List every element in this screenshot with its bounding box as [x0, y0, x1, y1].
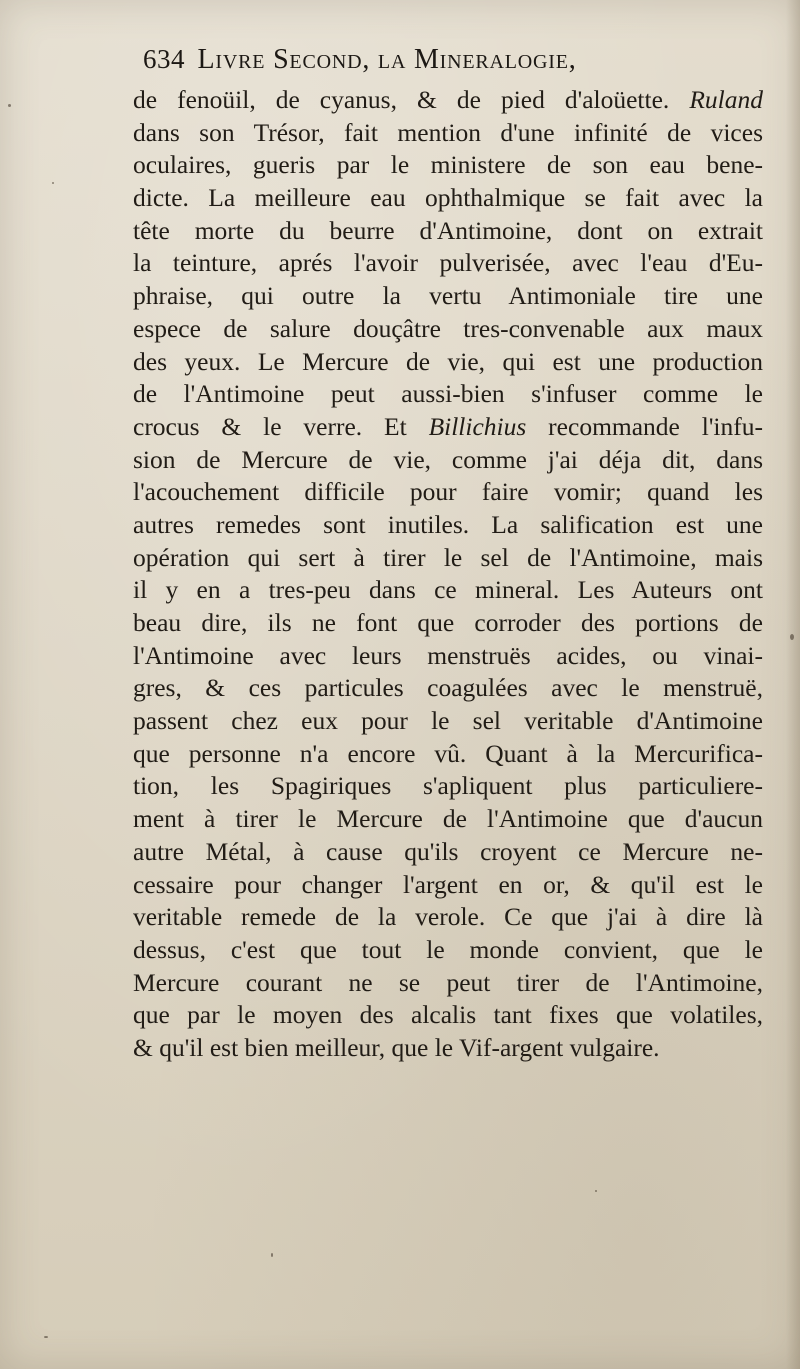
line-text: des yeux. Le Mercure de vie, qui est une production	[133, 346, 763, 376]
text-line	[133, 149, 763, 182]
line-text: oculaires, gueris par le ministere de son eau bene-	[133, 150, 763, 180]
text-line	[133, 803, 763, 836]
line-text: beau dire, ils ne font que corroder des portions de	[133, 608, 763, 637]
page-number: 634	[143, 44, 185, 74]
line-text: sion de Mercure de vie, comme j'ai déja dit, dans	[133, 444, 763, 474]
text-line	[133, 215, 763, 248]
text-line	[133, 411, 763, 444]
line-text: il y en a tres-peu dans ce mineral. Les Auteurs ont	[133, 575, 763, 605]
text-line	[133, 378, 763, 411]
line-text: cessaire pour changer l'argent en or, & qu'il est le	[133, 869, 763, 899]
text-line	[133, 280, 763, 313]
line-text: passent chez eux pour le sel veritable d'Antimoine	[133, 706, 763, 736]
line-text: veritable remede de la verole. Ce que j'ai à dire là	[133, 902, 763, 932]
text-line	[133, 476, 763, 509]
text-line	[133, 1032, 763, 1065]
line-text: que personne n'a encore vû. Quant à la Mercurifica-	[133, 738, 763, 768]
text-line	[133, 738, 763, 771]
text-line	[133, 117, 763, 150]
text-line	[133, 869, 763, 902]
text-line	[133, 934, 763, 967]
line-text: crocus & le verre. Et	[133, 411, 429, 441]
line-text: phraise, qui outre la vertu Antimoniale tire une	[133, 281, 763, 311]
text-line	[133, 313, 763, 346]
text-line	[133, 705, 763, 738]
text-line	[133, 247, 763, 280]
text-line	[133, 509, 763, 542]
paper-speck	[52, 182, 54, 184]
line-text: espece de salure douçâtre tres-convenable aux maux	[133, 313, 763, 343]
line-text: tion, les Spagiriques s'apliquent plus particuliere-	[133, 771, 763, 801]
line-text: dessus, c'est que tout le monde convient, que le	[133, 934, 763, 964]
line-text: Mercure courant ne se peut tirer de l'Antimoine,	[133, 967, 763, 997]
italic-name: Ruland	[689, 85, 763, 114]
text-line	[133, 444, 763, 477]
line-text: que par le moyen des alcalis tant fixes que volatiles,	[133, 1000, 763, 1030]
text-line	[133, 182, 763, 215]
text-line	[133, 607, 763, 640]
paper-speck	[271, 1253, 273, 1257]
line-text: la teinture, aprés l'avoir pulverisée, avec l'eau d'Eu-	[133, 248, 763, 278]
line-text: & qu'il est bien meilleur, que le Vif-argent vulgaire.	[133, 1032, 660, 1062]
line-text: de fenoüil, de cyanus, & de pied d'aloüette.	[133, 85, 690, 114]
text-line	[133, 770, 763, 803]
text-line	[133, 901, 763, 934]
line-text: recommande l'infu-	[526, 411, 763, 441]
text-line	[133, 84, 763, 117]
paper-speck	[790, 634, 794, 640]
paper-speck	[44, 1336, 48, 1338]
running-title: Livre Second, la Mineralogie,	[197, 44, 577, 75]
line-text: dans son Trésor, fait mention d'une infinité de vices	[133, 117, 763, 147]
line-text: l'Antimoine avec leurs menstruës acides, ou vinai-	[133, 640, 763, 670]
line-text: opération qui sert à tirer le sel de l'Antimoine, mais	[133, 542, 763, 572]
italic-name: Billichius	[428, 411, 527, 441]
line-text: autres remedes sont inutiles. La salification est une	[133, 509, 763, 539]
line-text: l'acouchement difficile pour faire vomir; quand les	[133, 477, 763, 507]
text-line	[133, 967, 763, 1000]
line-text: autre Métal, à cause qu'ils croyent ce Mercure ne-	[133, 836, 763, 866]
text-line	[133, 542, 763, 575]
text-line	[133, 836, 763, 869]
line-text: de l'Antimoine peut aussi-bien s'infuser comme le	[133, 379, 763, 409]
paper-speck	[8, 104, 11, 107]
text-line	[133, 999, 763, 1032]
paper-speck	[595, 1190, 597, 1192]
page-edge-shadow	[786, 0, 800, 1369]
text-line	[133, 672, 763, 705]
text-line	[133, 640, 763, 673]
line-text: ment à tirer le Mercure de l'Antimoine que d'aucun	[133, 804, 763, 834]
line-text: gres, & ces particules coagulées avec le menstruë,	[133, 673, 763, 703]
line-text: tête morte du beurre d'Antimoine, dont on extrait	[133, 215, 763, 245]
text-line	[133, 346, 763, 379]
body-text	[133, 84, 763, 1065]
text-line	[133, 574, 763, 607]
line-text: dicte. La meilleure eau ophthalmique se fait avec la	[133, 183, 763, 213]
